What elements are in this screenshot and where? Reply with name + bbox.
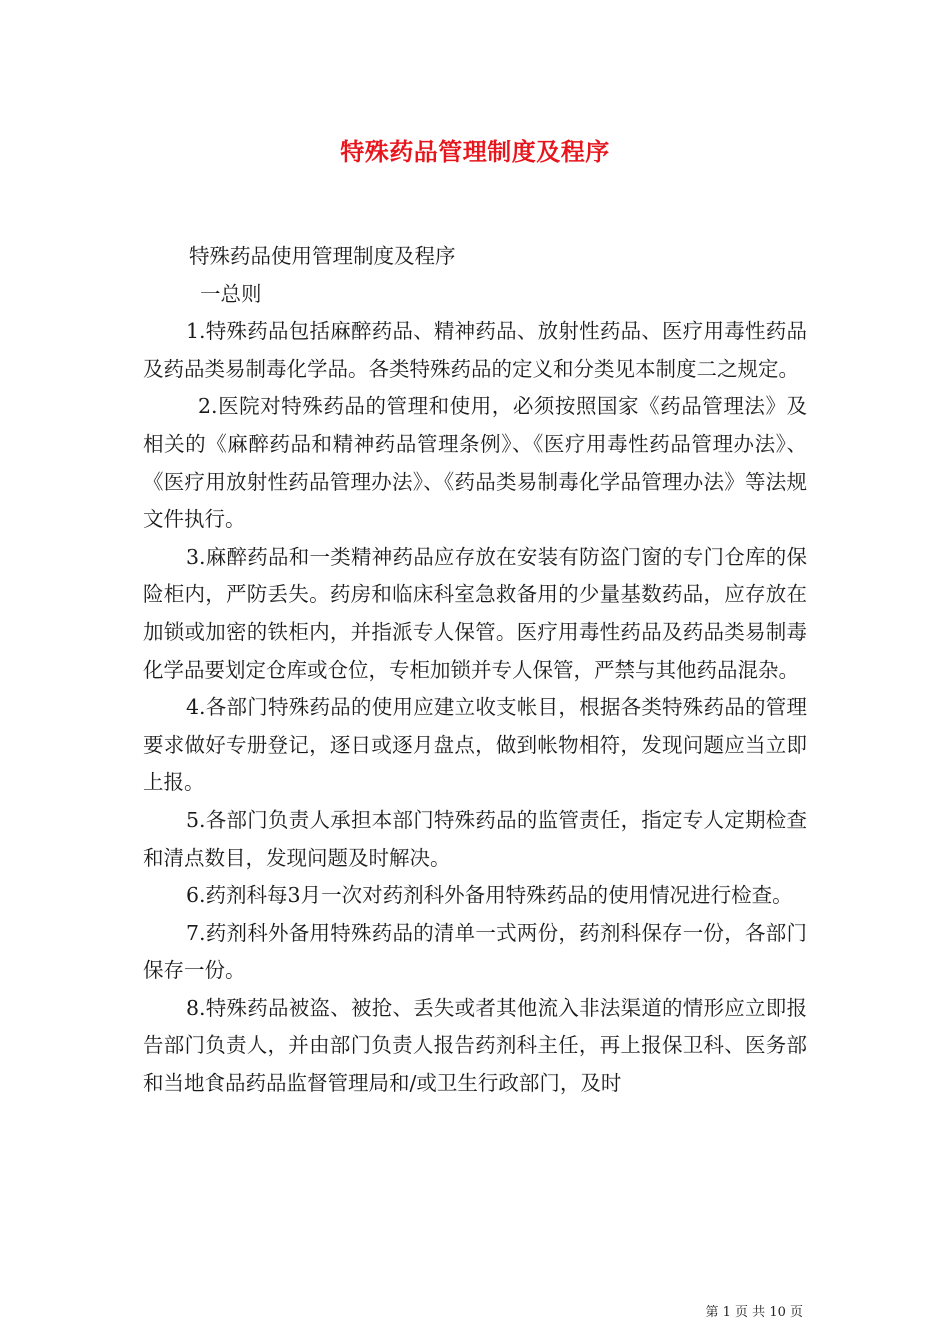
document-body — [143, 238, 807, 1103]
document-title: 特殊药品管理制度及程序 — [340, 137, 610, 166]
paragraph-7: 7.药剂科外备用特殊药品的清单一式两份，药剂科保存一份，各部门保存一份。 — [143, 920, 807, 983]
document-subtitle: 特殊药品使用管理制度及程序 — [189, 244, 456, 268]
paragraph-1: 1.特殊药品包括麻醉药品、精神药品、放射性药品、医疗用毒性药品及药品类易制毒化学品。各类特殊药品的定义和分类见本制度二之规定。 — [143, 319, 807, 381]
page-number: 第 1 页 共 10 页 — [705, 1305, 803, 1320]
paragraph-8: 8.特殊药品被盗、被抢、丢失或者其他流入非法渠道的情形应立即报告部门负责人，并由部门负责人报告药剂科主任，再上报保卫科、医务部和当地食品药品监督管理局和/或卫生行政部门，及时 — [143, 995, 807, 1096]
paragraph-2: 2.医院对特殊药品的管理和使用，必须按照国家《药品管理法》及相关的《麻醉药品和精神药品管理条例》、《医疗用毒性药品管理办法》、《医疗用放射性药品管理办法》、《药品类易制毒化学品管理办法》等法规文件执行。 — [143, 394, 807, 532]
paragraph-3: 3.麻醉药品和一类精神药品应存放在安装有防盗门窗的专门仓库的保险柜内，严防丢失。药房和临床科室急救备用的少量基数药品，应存放在加锁或加密的铁柜内，并指派专人保管。医疗用毒性药品及药品类易制毒化学品要划定仓库或仓位，专柜加锁并专人保管，严禁与其他药品混杂。 — [143, 544, 807, 682]
paragraph-4: 4.各部门特殊药品的使用应建立收支帐目，根据各类特殊药品的管理要求做好专册登记，逐日或逐月盘点，做到帐物相符，发现问题应当立即上报。 — [143, 695, 807, 795]
paragraph-5: 5.各部门负责人承担本部门特殊药品的监管责任，指定专人定期检查和清点数目，发现问题及时解决。 — [143, 807, 807, 870]
section-heading: 一总则 — [200, 281, 262, 306]
paragraph-6: 6.药剂科每3月一次对药剂科外备用特殊药品的使用情况进行检查。 — [186, 883, 793, 908]
